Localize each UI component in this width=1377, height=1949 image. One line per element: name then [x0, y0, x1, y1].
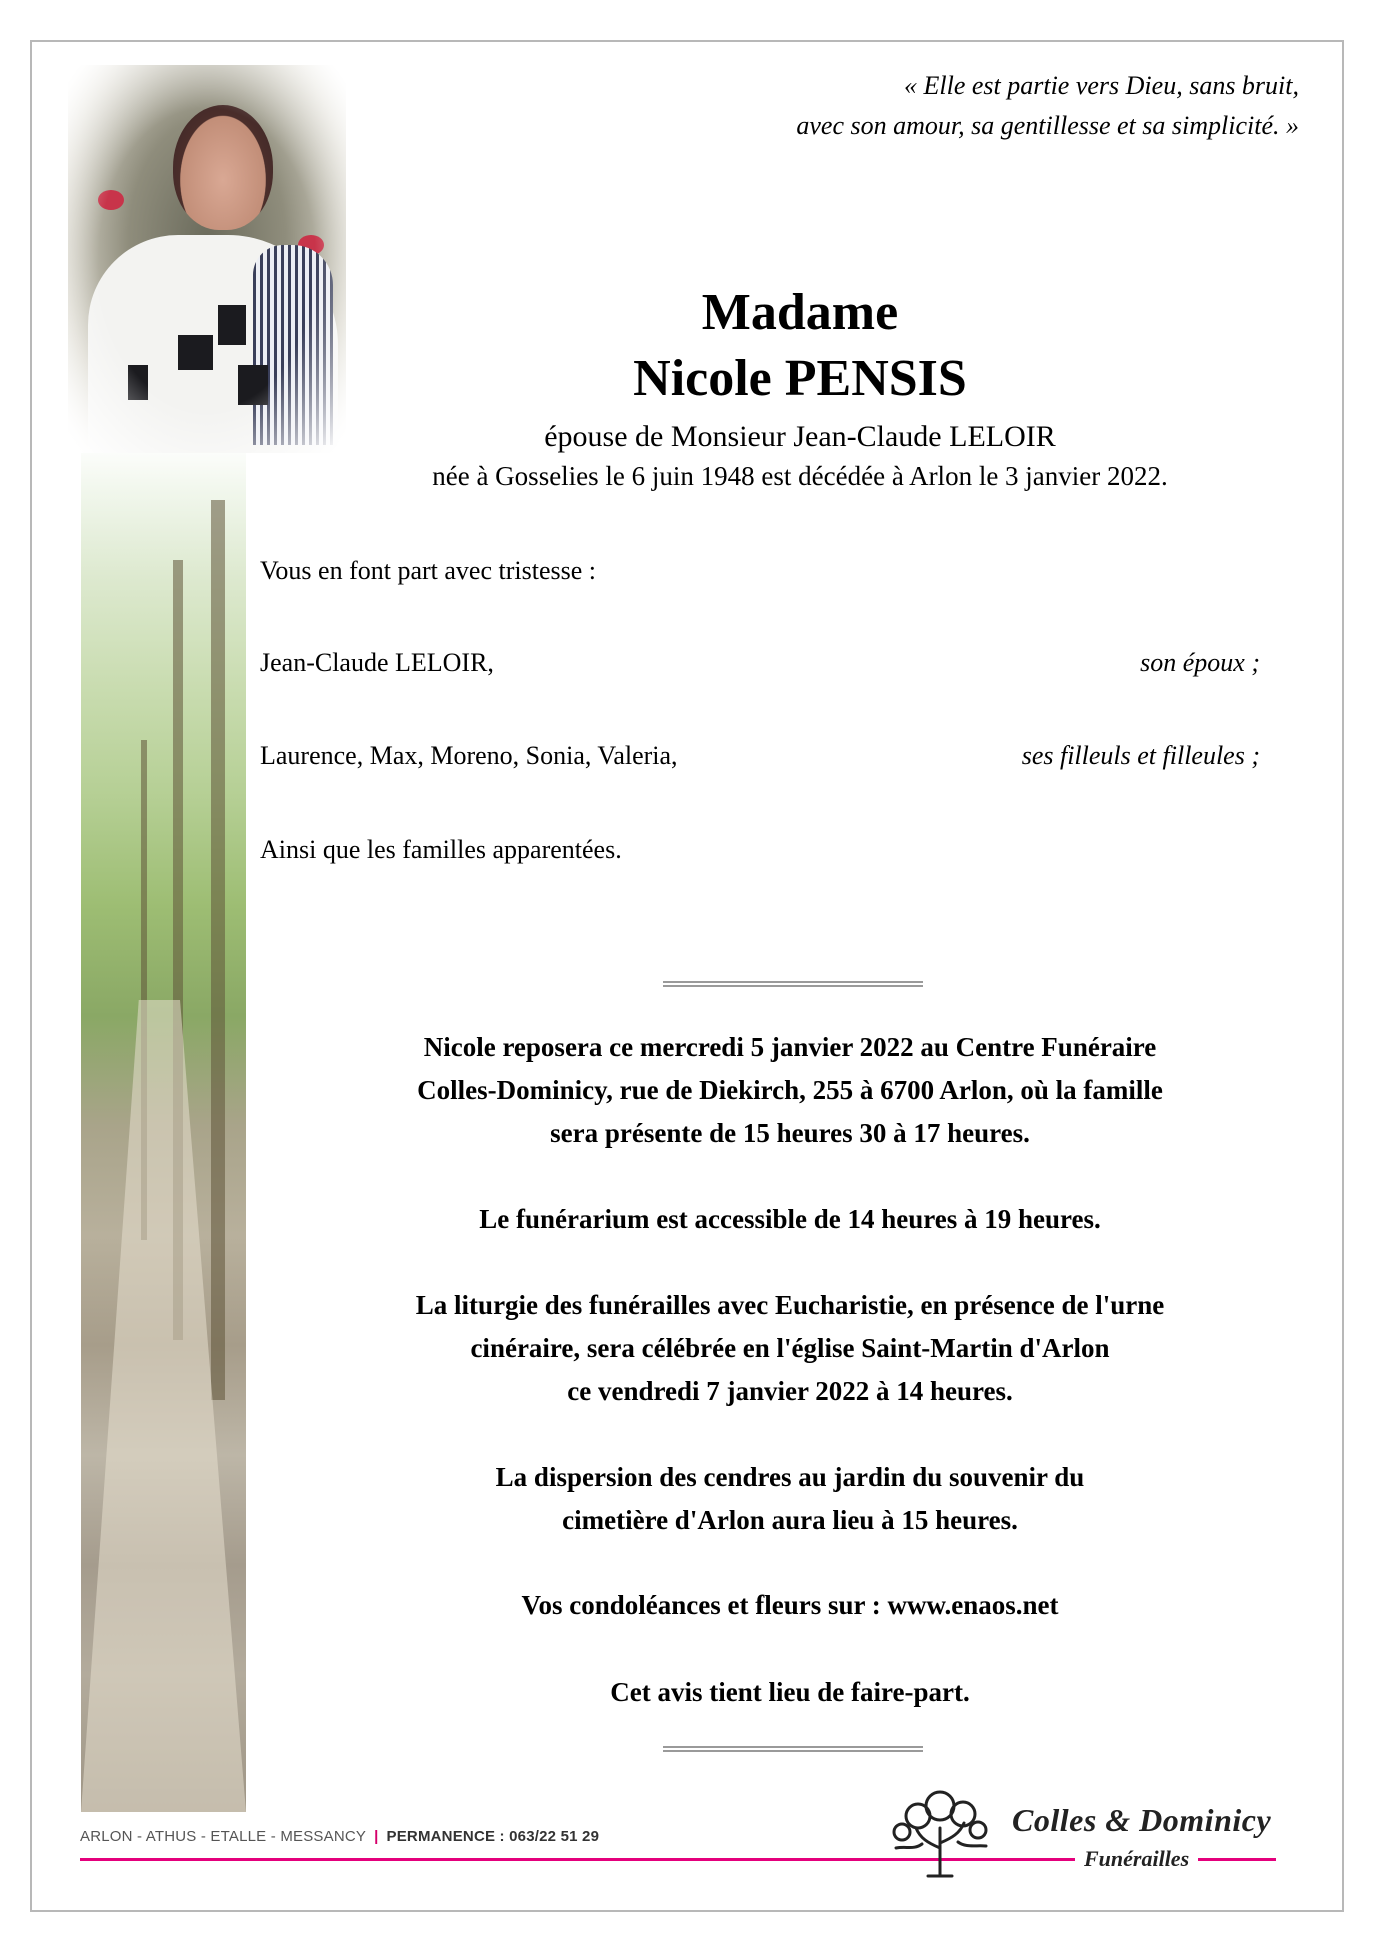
family-relation: ses filleuls et filleules ; [1021, 741, 1260, 770]
footer-accent-line-right [1198, 1858, 1276, 1861]
funerarium-hours: Le funérarium est accessible de 14 heures à 19 heures. [479, 1204, 1101, 1234]
brand-name: Colles & Dominicy [1012, 1802, 1272, 1838]
spouse-line: épouse de Monsieur Jean-Claude LELOIR [544, 420, 1056, 453]
footer-locations: ARLON - ATHUS - ETALLE - MESSANCY [80, 1828, 367, 1845]
divider-bottom [663, 1746, 923, 1752]
dispersion-info: La dispersion des cendres au jardin du souvenir du cimetière d'Arlon aura lieu à 15 heures. [495, 1462, 1085, 1535]
quote-line-2: avec son amour, sa gentillesse et sa simplicité. » [796, 111, 1299, 140]
divider-top [663, 981, 923, 987]
family-names: Laurence, Max, Moreno, Sonia, Valeria, [260, 741, 678, 770]
footer-info [80, 1828, 599, 1845]
family-relation: son époux ; [1140, 648, 1260, 677]
family-names: Jean-Claude LELOIR, [260, 648, 494, 677]
footer-separator: | [374, 1828, 379, 1845]
epigraph-quote [499, 66, 1299, 146]
tree-logo-icon [888, 1788, 993, 1878]
liturgy-info: La liturgie des funérailles avec Eucharistie, en présence de l'urne cinéraire, sera célébrée en l'église Saint-Martin d'Arlon ce vendredi 7 janvier 2022 à 14 heures. [415, 1290, 1165, 1406]
condolences-line: Vos condoléances et fleurs sur : www.enaos.net [521, 1590, 1059, 1620]
viewing-info: Nicole reposera ce mercredi 5 janvier 2022 au Centre Funéraire Colles-Dominicy, rue de Diekirch, 255 à 6700 Arlon, où la famille sera présente de 15 heures 30 à 17 heures. [417, 1032, 1163, 1148]
quote-line-1: « Elle est partie vers Dieu, sans bruit, [903, 71, 1299, 100]
brand-subtitle: Funérailles [1084, 1846, 1190, 1871]
footer-permanence: PERMANENCE : 063/22 51 29 [386, 1828, 600, 1845]
honorific: Madame [701, 284, 899, 341]
notice-line: Cet avis tient lieu de faire-part. [610, 1677, 970, 1707]
forest-path-image [81, 440, 246, 1812]
birth-death-line: née à Gosselies le 6 juin 1948 est décédée à Arlon le 3 janvier 2022. [432, 461, 1168, 491]
deceased-name: Nicole PENSIS [633, 350, 967, 407]
